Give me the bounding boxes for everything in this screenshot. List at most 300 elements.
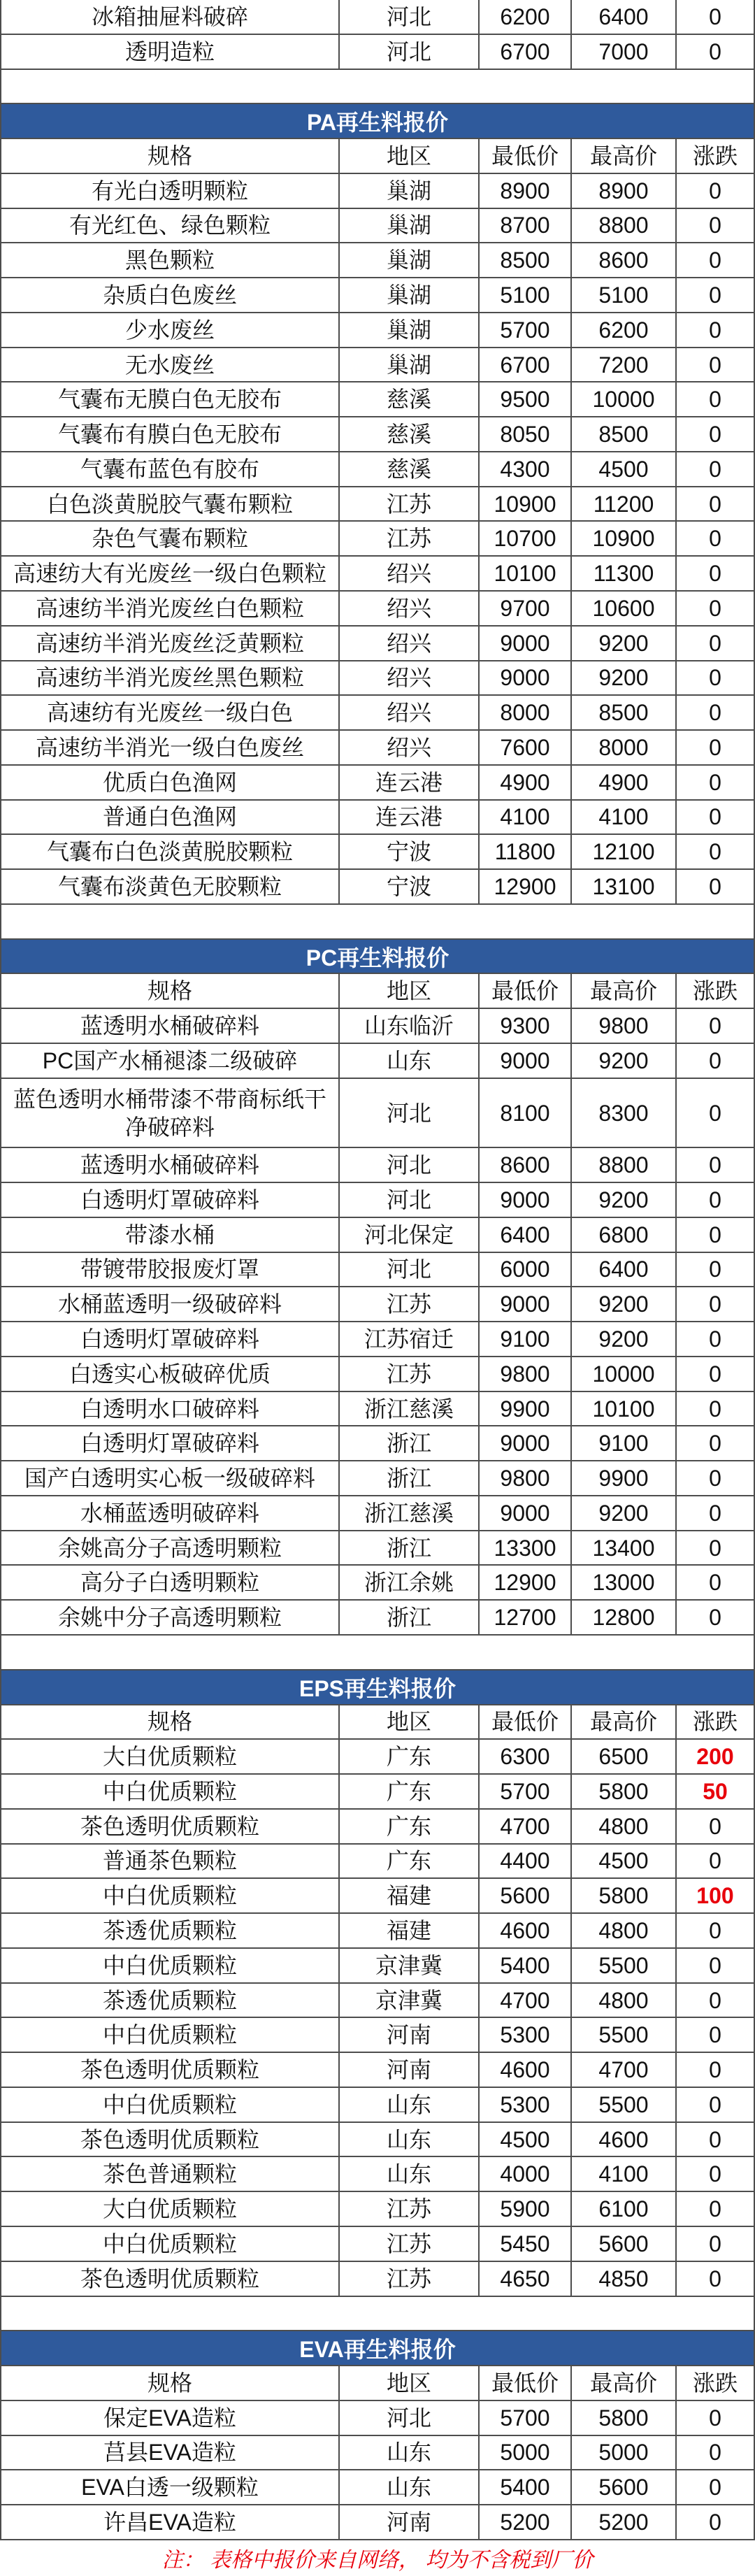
- high-price-cell: 5500: [572, 2088, 677, 2121]
- spec-cell: 普通茶色颗粒: [0, 1845, 340, 1878]
- price-row: [0, 1009, 755, 1044]
- high-price-cell: 4100: [572, 801, 677, 834]
- price-row: [0, 1183, 755, 1218]
- price-row: [0, 1322, 755, 1357]
- spec-cell: 气囊布有膜白色无胶布: [0, 417, 340, 451]
- low-price-cell: 9800: [480, 1461, 572, 1495]
- high-price-cell: 5500: [572, 1949, 677, 1982]
- high-price-cell: 4850: [572, 2262, 677, 2296]
- high-price-cell: 4500: [572, 452, 677, 486]
- region-cell: 山东: [340, 2157, 480, 2191]
- column-header-change: 涨跌: [677, 974, 755, 1008]
- price-section: [0, 2297, 755, 2540]
- low-price-cell: 8100: [480, 1079, 572, 1147]
- spec-cell: 茶透优质颗粒: [0, 1984, 340, 2017]
- spec-cell: 透明造粒: [0, 35, 340, 69]
- low-price-cell: 10900: [480, 487, 572, 521]
- low-price-cell: 10100: [480, 557, 572, 590]
- low-price-cell: 9000: [480, 661, 572, 695]
- low-price-cell: 12700: [480, 1601, 572, 1634]
- region-cell: 绍兴: [340, 557, 480, 590]
- change-cell: 0: [677, 2436, 755, 2470]
- change-cell: 0: [677, 1566, 755, 1599]
- low-price-cell: 5300: [480, 2018, 572, 2052]
- price-row: [0, 1845, 755, 1880]
- price-row: [0, 1426, 755, 1461]
- price-row: [0, 1601, 755, 1636]
- price-row: [0, 243, 755, 278]
- high-price-cell: 5600: [572, 2227, 677, 2261]
- region-cell: 广东: [340, 1845, 480, 1878]
- region-cell: 慈溪: [340, 452, 480, 486]
- price-row: [0, 2053, 755, 2088]
- low-price-cell: 4700: [480, 1984, 572, 2017]
- spec-cell: 杂色气囊布颗粒: [0, 522, 340, 555]
- price-row: [0, 1287, 755, 1322]
- change-cell: 0: [677, 1079, 755, 1147]
- region-cell: 巢湖: [340, 278, 480, 312]
- price-row: [0, 1879, 755, 1914]
- change-cell: 0: [677, 661, 755, 695]
- high-price-cell: 9200: [572, 627, 677, 660]
- low-price-cell: 6700: [480, 348, 572, 382]
- spec-cell: 中白优质颗粒: [0, 1775, 340, 1808]
- region-cell: 浙江慈溪: [340, 1392, 480, 1426]
- change-cell: 0: [677, 1426, 755, 1460]
- change-cell: 0: [677, 835, 755, 868]
- low-price-cell: 5200: [480, 2505, 572, 2539]
- low-price-cell: 9900: [480, 1392, 572, 1426]
- high-price-cell: 8600: [572, 243, 677, 277]
- change-cell: 0: [677, 278, 755, 312]
- low-price-cell: 8500: [480, 243, 572, 277]
- high-price-cell: 4800: [572, 1914, 677, 1947]
- high-price-cell: 4700: [572, 2053, 677, 2087]
- spec-cell: 高速纺半消光一级白色废丝: [0, 731, 340, 764]
- column-header-region: 地区: [340, 1705, 480, 1739]
- price-row: [0, 1357, 755, 1392]
- region-cell: 河北: [340, 0, 480, 34]
- high-price-cell: 13100: [572, 870, 677, 903]
- low-price-cell: 9000: [480, 1183, 572, 1217]
- low-price-cell: 4600: [480, 1914, 572, 1947]
- high-price-cell: 8800: [572, 209, 677, 243]
- region-cell: 浙江: [340, 1461, 480, 1495]
- region-cell: 河北: [340, 2401, 480, 2435]
- price-row: [0, 1775, 755, 1810]
- change-cell: 200: [677, 1740, 755, 1773]
- change-cell: 0: [677, 627, 755, 660]
- region-cell: 京津冀: [340, 1949, 480, 1982]
- high-price-cell: 13000: [572, 1566, 677, 1599]
- region-cell: 浙江: [340, 1531, 480, 1565]
- region-cell: 江苏: [340, 1287, 480, 1321]
- change-cell: 0: [677, 1253, 755, 1287]
- price-row: [0, 1810, 755, 1845]
- low-price-cell: 7600: [480, 731, 572, 764]
- low-price-cell: 6200: [480, 0, 572, 34]
- region-cell: 河北: [340, 1148, 480, 1182]
- spec-cell: 白色淡黄脱胶气囊布颗粒: [0, 487, 340, 521]
- price-row: [0, 1566, 755, 1601]
- change-cell: 100: [677, 1879, 755, 1912]
- low-price-cell: 5450: [480, 2227, 572, 2261]
- price-row: [0, 487, 755, 522]
- spec-cell: 中白优质颗粒: [0, 2018, 340, 2052]
- spacer-row: [0, 1636, 755, 1670]
- price-row: [0, 835, 755, 870]
- low-price-cell: 11800: [480, 835, 572, 868]
- price-row: [0, 1531, 755, 1566]
- section-title: PC再生料报价: [305, 945, 450, 971]
- low-price-cell: 5700: [480, 2401, 572, 2435]
- change-cell: 0: [677, 174, 755, 208]
- low-price-cell: 10700: [480, 522, 572, 555]
- high-price-cell: 5600: [572, 2470, 677, 2504]
- change-cell: 0: [677, 2088, 755, 2121]
- change-cell: 0: [677, 2123, 755, 2156]
- region-cell: 江苏: [340, 2227, 480, 2261]
- low-price-cell: 9100: [480, 1322, 572, 1356]
- column-header-change: 涨跌: [677, 139, 755, 173]
- spec-cell: 有光红色、绿色颗粒: [0, 209, 340, 243]
- price-section: [0, 1636, 755, 2297]
- spec-cell: 高速纺半消光废丝黑色颗粒: [0, 661, 340, 695]
- spec-cell: 带漆水桶: [0, 1218, 340, 1252]
- change-cell: 0: [677, 1287, 755, 1321]
- spacer-row: [0, 905, 755, 940]
- region-cell: 河北保定: [340, 1218, 480, 1252]
- price-row: [0, 766, 755, 801]
- price-row: [0, 2505, 755, 2540]
- section-title: EVA再生料报价: [299, 2337, 456, 2363]
- spec-cell: 许昌EVA造粒: [0, 2505, 340, 2539]
- region-cell: 巢湖: [340, 209, 480, 243]
- spec-cell: 蓝透明水桶破碎料: [0, 1009, 340, 1043]
- low-price-cell: 5400: [480, 1949, 572, 1982]
- price-row: [0, 348, 755, 383]
- low-price-cell: 4700: [480, 1810, 572, 1843]
- section-title-bar: [0, 940, 755, 975]
- price-row: [0, 0, 755, 35]
- region-cell: 浙江慈溪: [340, 1496, 480, 1530]
- price-row: [0, 557, 755, 592]
- high-price-cell: 8800: [572, 1148, 677, 1182]
- spec-cell: 茶色透明优质颗粒: [0, 2262, 340, 2296]
- high-price-cell: 5500: [572, 2018, 677, 2052]
- change-cell: 0: [677, 313, 755, 347]
- section-title: PA再生料报价: [306, 110, 449, 136]
- low-price-cell: 9000: [480, 1496, 572, 1530]
- high-price-cell: 9200: [572, 1183, 677, 1217]
- low-price-cell: 6300: [480, 1740, 572, 1773]
- region-cell: 巢湖: [340, 243, 480, 277]
- spec-cell: 优质白色渔网: [0, 766, 340, 799]
- spec-cell: 黑色颗粒: [0, 243, 340, 277]
- spec-cell: 少水废丝: [0, 313, 340, 347]
- high-price-cell: 4600: [572, 2123, 677, 2156]
- section-title-bar: [0, 1670, 755, 1705]
- region-cell: 河南: [340, 2505, 480, 2539]
- price-row: [0, 627, 755, 661]
- spec-cell: 茶色透明优质颗粒: [0, 2053, 340, 2087]
- price-row: [0, 731, 755, 766]
- price-row: [0, 35, 755, 70]
- high-price-cell: 5800: [572, 1879, 677, 1912]
- high-price-cell: 9200: [572, 661, 677, 695]
- low-price-cell: 4900: [480, 766, 572, 799]
- price-row: [0, 174, 755, 209]
- high-price-cell: 9200: [572, 1044, 677, 1078]
- price-row: [0, 452, 755, 487]
- change-cell: 0: [677, 1531, 755, 1565]
- spec-cell: 带镀带胶报废灯罩: [0, 1253, 340, 1287]
- region-cell: 江苏: [340, 2262, 480, 2296]
- low-price-cell: 6700: [480, 35, 572, 69]
- price-row: [0, 2470, 755, 2505]
- high-price-cell: 11300: [572, 557, 677, 590]
- spec-cell: 气囊布白色淡黄脱胶颗粒: [0, 835, 340, 868]
- low-price-cell: 6400: [480, 1218, 572, 1252]
- change-cell: 0: [677, 801, 755, 834]
- change-cell: 0: [677, 2470, 755, 2504]
- region-cell: 连云港: [340, 766, 480, 799]
- region-cell: 慈溪: [340, 382, 480, 416]
- high-price-cell: 10600: [572, 592, 677, 625]
- spec-cell: 白透实心板破碎优质: [0, 1357, 340, 1391]
- low-price-cell: 6000: [480, 1253, 572, 1287]
- low-price-cell: 9000: [480, 1426, 572, 1460]
- spec-cell: 茶色普通颗粒: [0, 2157, 340, 2191]
- change-cell: 0: [677, 2505, 755, 2539]
- price-row: [0, 1079, 755, 1149]
- low-price-cell: 4000: [480, 2157, 572, 2191]
- spec-cell: 茶透优质颗粒: [0, 1914, 340, 1947]
- low-price-cell: 5700: [480, 1775, 572, 1808]
- region-cell: 山东: [340, 2123, 480, 2156]
- price-row: [0, 870, 755, 905]
- change-cell: 0: [677, 35, 755, 69]
- low-price-cell: 9000: [480, 627, 572, 660]
- price-row: [0, 1148, 755, 1183]
- change-cell: 0: [677, 1148, 755, 1182]
- spacer-row: [0, 70, 755, 105]
- spec-cell: 高速纺大有光废丝一级白色颗粒: [0, 557, 340, 590]
- price-section: [0, 70, 755, 905]
- spec-cell: 保定EVA造粒: [0, 2401, 340, 2435]
- column-header-row: [0, 1705, 755, 1740]
- high-price-cell: 4900: [572, 766, 677, 799]
- spec-cell: 冰箱抽屉料破碎: [0, 0, 340, 34]
- footnote: 注： 表格中报价来自网络， 均为不含税到厂价: [161, 2548, 594, 2572]
- change-cell: 0: [677, 731, 755, 764]
- region-cell: 连云港: [340, 801, 480, 834]
- spec-cell: 中白优质颗粒: [0, 2227, 340, 2261]
- column-header-row: [0, 974, 755, 1009]
- high-price-cell: 9100: [572, 1426, 677, 1460]
- low-price-cell: 4600: [480, 2053, 572, 2087]
- high-price-cell: 10000: [572, 382, 677, 416]
- change-cell: 0: [677, 348, 755, 382]
- change-cell: 0: [677, 592, 755, 625]
- region-cell: 福建: [340, 1914, 480, 1947]
- change-cell: 0: [677, 766, 755, 799]
- high-price-cell: 11200: [572, 487, 677, 521]
- spec-cell: 有光白透明颗粒: [0, 174, 340, 208]
- high-price-cell: 12800: [572, 1601, 677, 1634]
- low-price-cell: 12900: [480, 1566, 572, 1599]
- spec-cell: 蓝透明水桶破碎料: [0, 1148, 340, 1182]
- spec-cell: 气囊布无膜白色无胶布: [0, 382, 340, 416]
- change-cell: 0: [677, 1601, 755, 1634]
- column-header-high: 最高价: [572, 1705, 677, 1739]
- spec-cell: 白透明灯罩破碎料: [0, 1183, 340, 1217]
- change-cell: 0: [677, 2401, 755, 2435]
- region-cell: 江苏: [340, 1357, 480, 1391]
- region-cell: 广东: [340, 1810, 480, 1843]
- region-cell: 绍兴: [340, 661, 480, 695]
- change-cell: 0: [677, 452, 755, 486]
- change-cell: 0: [677, 1357, 755, 1391]
- change-cell: 0: [677, 1914, 755, 1947]
- price-row: [0, 1984, 755, 2019]
- spec-cell: 气囊布淡黄色无胶颗粒: [0, 870, 340, 903]
- region-cell: 山东: [340, 2088, 480, 2121]
- change-cell: 0: [677, 696, 755, 729]
- high-price-cell: 5800: [572, 1775, 677, 1808]
- low-price-cell: 8600: [480, 1148, 572, 1182]
- region-cell: 山东临沂: [340, 1009, 480, 1043]
- region-cell: 宁波: [340, 870, 480, 903]
- price-row: [0, 382, 755, 417]
- low-price-cell: 9700: [480, 592, 572, 625]
- price-row: [0, 1461, 755, 1496]
- spec-cell: 高速纺有光废丝一级白色: [0, 696, 340, 729]
- price-row: [0, 1949, 755, 1984]
- spec-cell: 白透明灯罩破碎料: [0, 1426, 340, 1460]
- price-row: [0, 1218, 755, 1253]
- high-price-cell: 6800: [572, 1218, 677, 1252]
- section-title: EPS再生料报价: [299, 1675, 456, 1701]
- price-row: [0, 522, 755, 557]
- column-header-high: 最高价: [572, 2366, 677, 2400]
- low-price-cell: 8700: [480, 209, 572, 243]
- column-header-change: 涨跌: [677, 1705, 755, 1739]
- high-price-cell: 7200: [572, 348, 677, 382]
- spec-cell: 大白优质颗粒: [0, 1740, 340, 1773]
- change-cell: 0: [677, 2053, 755, 2087]
- change-cell: 0: [677, 1810, 755, 1843]
- high-price-cell: 9200: [572, 1496, 677, 1530]
- spec-cell: 中白优质颗粒: [0, 2088, 340, 2121]
- low-price-cell: 5000: [480, 2436, 572, 2470]
- region-cell: 慈溪: [340, 417, 480, 451]
- change-cell: 0: [677, 1845, 755, 1878]
- spacer-row: [0, 2297, 755, 2332]
- price-section: [0, 905, 755, 1636]
- high-price-cell: 12100: [572, 835, 677, 868]
- low-price-cell: 9300: [480, 1009, 572, 1043]
- region-cell: 河北: [340, 1253, 480, 1287]
- change-cell: 0: [677, 1009, 755, 1043]
- column-header-high: 最高价: [572, 139, 677, 173]
- high-price-cell: 10100: [572, 1392, 677, 1426]
- spec-cell: 茶色透明优质颗粒: [0, 1810, 340, 1843]
- region-cell: 宁波: [340, 835, 480, 868]
- spec-cell: 高分子白透明颗粒: [0, 1566, 340, 1599]
- high-price-cell: 5100: [572, 278, 677, 312]
- change-cell: 0: [677, 1984, 755, 2017]
- change-cell: 50: [677, 1775, 755, 1808]
- price-row: [0, 801, 755, 836]
- column-header-region: 地区: [340, 2366, 480, 2400]
- spec-cell: 杂质白色废丝: [0, 278, 340, 312]
- low-price-cell: 9000: [480, 1044, 572, 1078]
- column-header-row: [0, 2366, 755, 2401]
- price-row: [0, 2401, 755, 2436]
- high-price-cell: 4800: [572, 1810, 677, 1843]
- change-cell: 0: [677, 209, 755, 243]
- column-header-low: 最低价: [480, 1705, 572, 1739]
- change-cell: 0: [677, 487, 755, 521]
- spec-cell: 白透明水口破碎料: [0, 1392, 340, 1426]
- region-cell: 浙江: [340, 1426, 480, 1460]
- price-row: [0, 696, 755, 731]
- change-cell: 0: [677, 1322, 755, 1356]
- column-header-low: 最低价: [480, 2366, 572, 2400]
- price-row: [0, 2227, 755, 2262]
- high-price-cell: 8500: [572, 696, 677, 729]
- low-price-cell: 5600: [480, 1879, 572, 1912]
- region-cell: 绍兴: [340, 696, 480, 729]
- spec-cell: PC国产水桶褪漆二级破碎: [0, 1044, 340, 1078]
- change-cell: 0: [677, 1183, 755, 1217]
- change-cell: 0: [677, 1461, 755, 1495]
- change-cell: 0: [677, 1949, 755, 1982]
- change-cell: 0: [677, 557, 755, 590]
- spec-cell: 高速纺半消光废丝白色颗粒: [0, 592, 340, 625]
- change-cell: 0: [677, 1496, 755, 1530]
- region-cell: 江苏: [340, 522, 480, 555]
- change-cell: 0: [677, 1044, 755, 1078]
- section-title-bar: [0, 104, 755, 139]
- low-price-cell: 9500: [480, 382, 572, 416]
- region-cell: 河南: [340, 2053, 480, 2087]
- column-header-row: [0, 139, 755, 174]
- spec-cell: EVA白透一级颗粒: [0, 2470, 340, 2504]
- price-row: [0, 1914, 755, 1949]
- price-row: [0, 1496, 755, 1531]
- section-title-bar: [0, 2331, 755, 2366]
- low-price-cell: 5900: [480, 2192, 572, 2226]
- high-price-cell: 6200: [572, 313, 677, 347]
- spec-cell: 国产白透明实心板一级破碎料: [0, 1461, 340, 1495]
- price-section: [0, 0, 755, 70]
- spec-cell: 茶色透明优质颗粒: [0, 2123, 340, 2156]
- spec-cell: 中白优质颗粒: [0, 1949, 340, 1982]
- low-price-cell: 8000: [480, 696, 572, 729]
- spec-cell: 莒县EVA造粒: [0, 2436, 340, 2470]
- price-row: [0, 209, 755, 244]
- region-cell: 江苏: [340, 2192, 480, 2226]
- high-price-cell: 13400: [572, 1531, 677, 1565]
- price-row: [0, 1253, 755, 1288]
- region-cell: 河北: [340, 1079, 480, 1147]
- high-price-cell: 4800: [572, 1984, 677, 2017]
- column-header-region: 地区: [340, 974, 480, 1008]
- price-row: [0, 313, 755, 348]
- low-price-cell: 8900: [480, 174, 572, 208]
